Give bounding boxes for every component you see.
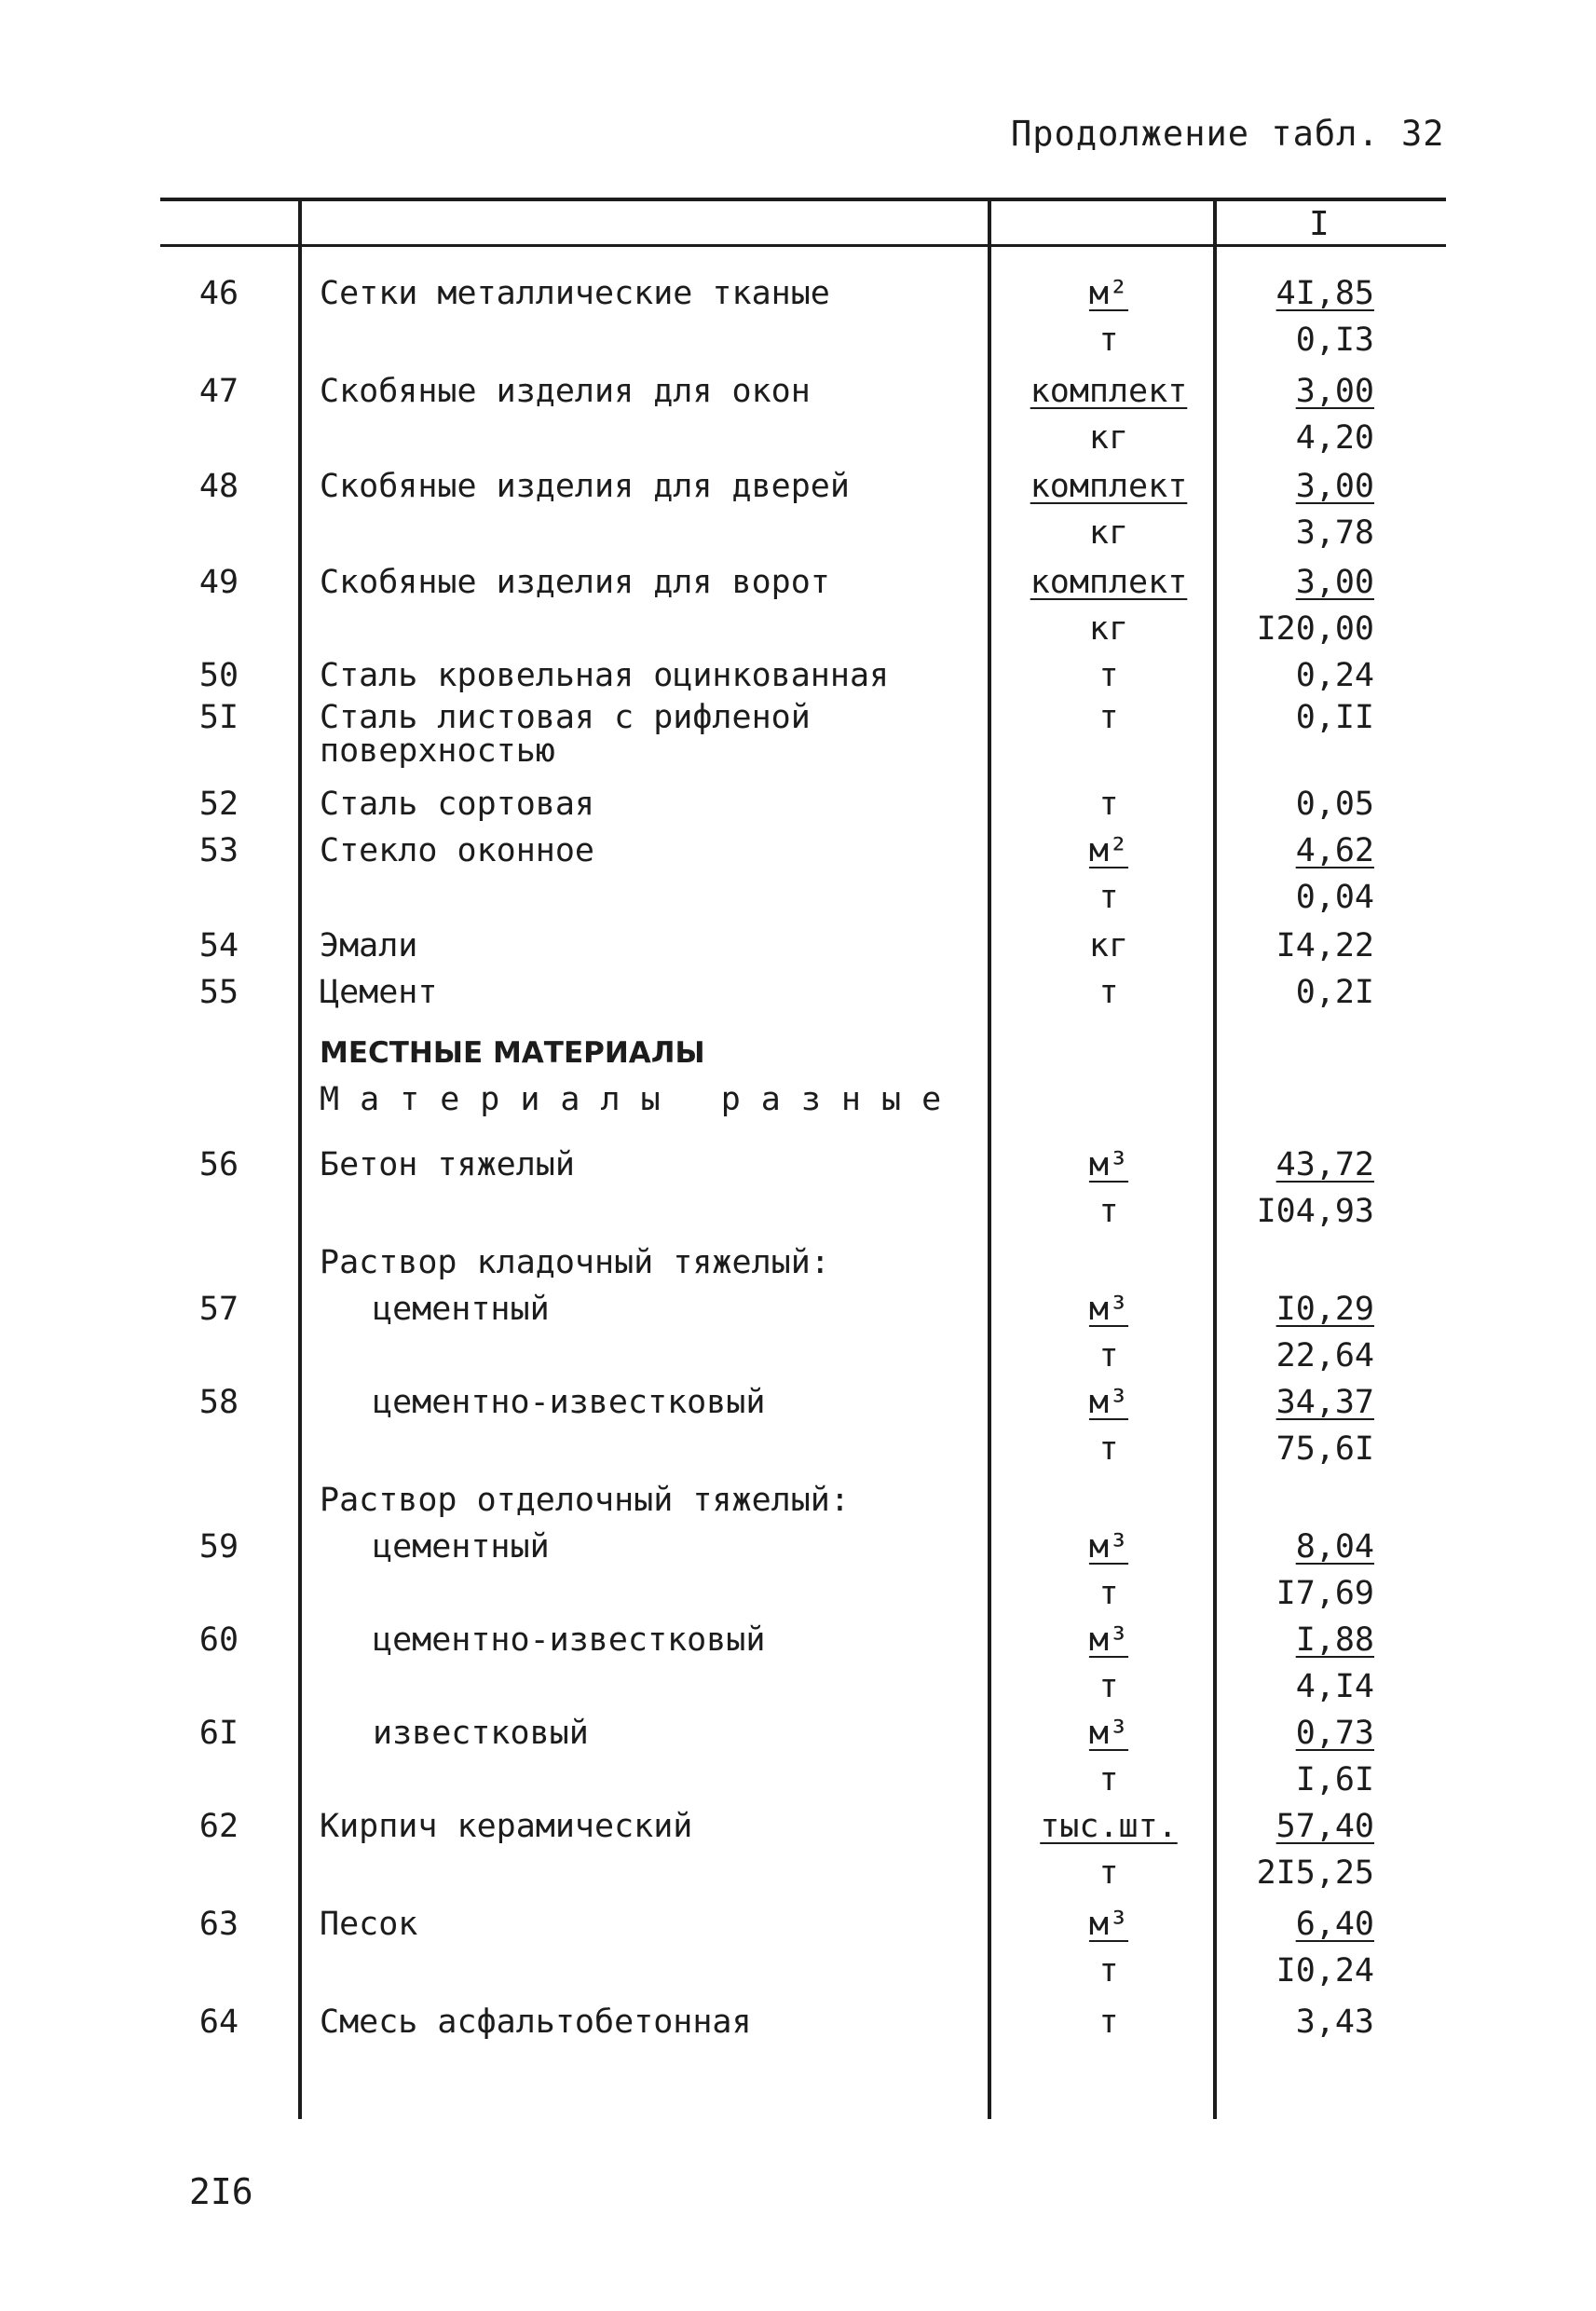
row-number: 56 bbox=[198, 1146, 239, 1183]
table-row bbox=[0, 827, 1596, 874]
quantity-value bbox=[1225, 1286, 1374, 1333]
value-text: 2I5,25 bbox=[1256, 1854, 1374, 1892]
unit-of-measure bbox=[997, 1570, 1221, 1617]
unit-of-measure bbox=[997, 1948, 1221, 1994]
table-row bbox=[0, 1757, 1596, 1803]
row-number: 59 bbox=[198, 1528, 239, 1566]
quantity-value bbox=[1225, 510, 1374, 556]
table-row bbox=[0, 1076, 1596, 1123]
unit-of-measure bbox=[997, 1803, 1221, 1850]
table-row bbox=[0, 415, 1596, 461]
value-text: 0,I3 bbox=[1295, 321, 1374, 359]
table-row bbox=[0, 270, 1596, 317]
material-name: МЕСТНЫЕ МАТЕРИАЛЫ bbox=[320, 1036, 705, 1070]
unit-text: т bbox=[1098, 879, 1119, 916]
value-text: 3,43 bbox=[1295, 2003, 1374, 2041]
value-text: 43,72 bbox=[1275, 1146, 1374, 1183]
unit-text: т bbox=[1098, 2003, 1119, 2041]
unit-of-measure bbox=[997, 1426, 1221, 1472]
material-name: Раствор отделочный тяжелый: bbox=[320, 1482, 850, 1519]
table-row bbox=[0, 1948, 1596, 1994]
material-name: Скобяные изделия для дверей bbox=[320, 468, 850, 505]
table-row bbox=[0, 969, 1596, 1016]
value-text: 0,II bbox=[1295, 699, 1374, 736]
value-text: I,6I bbox=[1295, 1761, 1374, 1798]
table-row bbox=[0, 874, 1596, 921]
quantity-value bbox=[1225, 874, 1374, 921]
material-name: Сталь листовая с рифленой поверхностью bbox=[320, 699, 811, 770]
value-text: 0,04 bbox=[1295, 879, 1374, 916]
table-row bbox=[0, 1803, 1596, 1850]
unit-of-measure bbox=[997, 1850, 1221, 1896]
quantity-value bbox=[1225, 1999, 1374, 2045]
row-number: 48 bbox=[198, 468, 239, 505]
value-text: 4,62 bbox=[1295, 832, 1374, 869]
unit-of-measure bbox=[997, 969, 1221, 1016]
table-row bbox=[0, 463, 1596, 510]
value-text: 0,2I bbox=[1295, 974, 1374, 1011]
table-row bbox=[0, 1188, 1596, 1235]
material-name: известковый bbox=[373, 1715, 589, 1752]
table-continuation-note: Продолжение табл. 32 bbox=[1011, 114, 1445, 154]
row-number: 62 bbox=[198, 1808, 239, 1845]
table-row bbox=[0, 510, 1596, 556]
material-name: цементный bbox=[373, 1528, 550, 1566]
material-name: Смесь асфальтобетонная bbox=[320, 2003, 752, 2041]
quantity-value bbox=[1225, 1426, 1374, 1472]
unit-of-measure bbox=[997, 1142, 1221, 1188]
unit-of-measure bbox=[997, 781, 1221, 827]
unit-text: комплект bbox=[1030, 373, 1188, 410]
row-number: 63 bbox=[198, 1906, 239, 1943]
table-row bbox=[0, 923, 1596, 969]
quantity-value bbox=[1225, 270, 1374, 317]
page-number: 2I6 bbox=[189, 2171, 253, 2212]
material-name: Цемент bbox=[320, 974, 438, 1011]
unit-of-measure bbox=[997, 463, 1221, 510]
unit-of-measure bbox=[997, 1999, 1221, 2045]
unit-text: т bbox=[1098, 974, 1119, 1011]
unit-of-measure bbox=[997, 652, 1221, 699]
row-number: 5I bbox=[198, 699, 239, 736]
row-number: 58 bbox=[198, 1384, 239, 1421]
value-text: I7,69 bbox=[1275, 1575, 1374, 1612]
row-number: 52 bbox=[198, 786, 239, 823]
material-name: Сталь кровельная оцинкованная bbox=[320, 657, 890, 694]
quantity-value bbox=[1225, 368, 1374, 415]
value-text: 57,40 bbox=[1275, 1808, 1374, 1845]
quantity-value bbox=[1225, 559, 1374, 606]
unit-text: м³ bbox=[1088, 1146, 1129, 1183]
quantity-value bbox=[1225, 1948, 1374, 1994]
row-number: 54 bbox=[198, 927, 239, 964]
quantity-value bbox=[1225, 1379, 1374, 1426]
material-name: Скобяные изделия для ворот bbox=[320, 564, 830, 601]
unit-text: т bbox=[1098, 1193, 1119, 1230]
value-text: 4I,85 bbox=[1275, 275, 1374, 312]
material-name: Скобяные изделия для окон bbox=[320, 373, 811, 410]
table-row bbox=[0, 1901, 1596, 1948]
table-row bbox=[0, 1663, 1596, 1710]
quantity-value bbox=[1225, 1850, 1374, 1896]
unit-text: м² bbox=[1088, 832, 1129, 869]
unit-text: т bbox=[1098, 699, 1119, 736]
unit-of-measure bbox=[997, 1286, 1221, 1333]
quantity-value bbox=[1225, 827, 1374, 874]
quantity-value bbox=[1225, 969, 1374, 1016]
value-text: I,88 bbox=[1295, 1621, 1374, 1659]
row-number: 60 bbox=[198, 1621, 239, 1659]
unit-of-measure bbox=[997, 701, 1221, 734]
material-name: Бетон тяжелый bbox=[320, 1146, 575, 1183]
unit-text: т bbox=[1098, 321, 1119, 359]
quantity-value bbox=[1225, 1617, 1374, 1663]
unit-text: т bbox=[1098, 1430, 1119, 1468]
value-text: 75,6I bbox=[1275, 1430, 1374, 1468]
quantity-value bbox=[1225, 1803, 1374, 1850]
value-text: 4,I4 bbox=[1295, 1668, 1374, 1705]
row-number: 64 bbox=[198, 2003, 239, 2041]
quantity-value bbox=[1225, 463, 1374, 510]
table-row bbox=[0, 1570, 1596, 1617]
table-row bbox=[0, 701, 1596, 775]
row-number: 47 bbox=[198, 373, 239, 410]
unit-text: м³ bbox=[1088, 1528, 1129, 1566]
unit-of-measure bbox=[997, 1333, 1221, 1379]
unit-text: т bbox=[1098, 1952, 1119, 1990]
unit-text: т bbox=[1098, 786, 1119, 823]
value-text: I4,22 bbox=[1275, 927, 1374, 964]
table-row bbox=[0, 1477, 1596, 1524]
value-text: I0,24 bbox=[1275, 1952, 1374, 1990]
unit-text: комплект bbox=[1030, 468, 1188, 505]
table-header-rule bbox=[160, 244, 1446, 247]
quantity-value bbox=[1225, 1663, 1374, 1710]
row-number: 53 bbox=[198, 832, 239, 869]
table-row bbox=[0, 1142, 1596, 1188]
quantity-value bbox=[1225, 1524, 1374, 1570]
table-row bbox=[0, 1239, 1596, 1286]
table-row bbox=[0, 781, 1596, 827]
table-row bbox=[0, 317, 1596, 363]
unit-of-measure bbox=[997, 510, 1221, 556]
unit-of-measure bbox=[997, 1188, 1221, 1235]
row-number: 50 bbox=[198, 657, 239, 694]
table-row bbox=[0, 1999, 1596, 2045]
unit-of-measure bbox=[997, 827, 1221, 874]
quantity-value bbox=[1225, 652, 1374, 699]
quantity-value bbox=[1225, 606, 1374, 652]
unit-text: кг bbox=[1088, 419, 1129, 457]
material-name: Раствор кладочный тяжелый: bbox=[320, 1244, 830, 1281]
table-row bbox=[0, 1617, 1596, 1663]
unit-text: кг bbox=[1088, 927, 1129, 964]
quantity-value bbox=[1225, 1188, 1374, 1235]
table-row bbox=[0, 559, 1596, 606]
value-text: 6,40 bbox=[1295, 1906, 1374, 1943]
table-row bbox=[0, 1524, 1596, 1570]
value-text: 22,64 bbox=[1275, 1337, 1374, 1374]
table-row bbox=[0, 1030, 1596, 1076]
material-name: Материалы разные bbox=[320, 1081, 962, 1118]
material-name: Кирпич керамический bbox=[320, 1808, 693, 1845]
unit-text: комплект bbox=[1030, 564, 1188, 601]
material-name: Песок bbox=[320, 1906, 418, 1943]
table-row bbox=[0, 368, 1596, 415]
table-row bbox=[0, 1710, 1596, 1757]
table-row bbox=[0, 1850, 1596, 1896]
quantity-value bbox=[1225, 1757, 1374, 1803]
material-name: цементно-известковый bbox=[373, 1621, 766, 1659]
unit-text: т bbox=[1098, 1337, 1119, 1374]
quantity-value bbox=[1225, 1333, 1374, 1379]
value-text: 34,37 bbox=[1275, 1384, 1374, 1421]
unit-of-measure bbox=[997, 1663, 1221, 1710]
unit-text: кг bbox=[1088, 610, 1129, 648]
material-name: Эмали bbox=[320, 927, 418, 964]
unit-text: т bbox=[1098, 1761, 1119, 1798]
quantity-value bbox=[1225, 1142, 1374, 1188]
table-row bbox=[0, 652, 1596, 699]
quantity-value bbox=[1225, 701, 1374, 734]
unit-of-measure bbox=[997, 1617, 1221, 1663]
quantity-value bbox=[1225, 1570, 1374, 1617]
unit-text: м³ bbox=[1088, 1384, 1129, 1421]
unit-text: кг bbox=[1088, 514, 1129, 552]
value-text: 0,24 bbox=[1295, 657, 1374, 694]
unit-text: м³ bbox=[1088, 1715, 1129, 1752]
value-text: I20,00 bbox=[1256, 610, 1374, 648]
value-text: 0,73 bbox=[1295, 1715, 1374, 1752]
unit-text: т bbox=[1098, 1575, 1119, 1612]
unit-of-measure bbox=[997, 1379, 1221, 1426]
unit-text: м² bbox=[1088, 275, 1129, 312]
value-text: 0,05 bbox=[1295, 786, 1374, 823]
row-number: 55 bbox=[198, 974, 239, 1011]
table-row bbox=[0, 1286, 1596, 1333]
value-text: 8,04 bbox=[1295, 1528, 1374, 1566]
unit-text: т bbox=[1098, 657, 1119, 694]
material-name: Сталь сортовая bbox=[320, 786, 595, 823]
value-text: I0,29 bbox=[1275, 1291, 1374, 1328]
value-text: 3,00 bbox=[1295, 373, 1374, 410]
material-name: Сетки металлические тканые bbox=[320, 275, 830, 312]
unit-of-measure bbox=[997, 368, 1221, 415]
unit-of-measure bbox=[997, 1757, 1221, 1803]
table-row bbox=[0, 606, 1596, 652]
table-row bbox=[0, 1333, 1596, 1379]
column-header-1: I bbox=[1309, 205, 1330, 243]
table-row bbox=[0, 1426, 1596, 1472]
unit-text: м³ bbox=[1088, 1621, 1129, 1659]
quantity-value bbox=[1225, 923, 1374, 969]
row-number: 57 bbox=[198, 1291, 239, 1328]
value-text: 3,78 bbox=[1295, 514, 1374, 552]
material-name: цементный bbox=[373, 1291, 550, 1328]
unit-of-measure bbox=[997, 923, 1221, 969]
quantity-value bbox=[1225, 1710, 1374, 1757]
unit-text: тыс.шт. bbox=[1040, 1808, 1178, 1845]
unit-of-measure bbox=[997, 1710, 1221, 1757]
unit-text: т bbox=[1098, 1668, 1119, 1705]
table-top-rule bbox=[160, 198, 1446, 201]
value-text: I04,93 bbox=[1256, 1193, 1374, 1230]
unit-of-measure bbox=[997, 1901, 1221, 1948]
row-number: 46 bbox=[198, 275, 239, 312]
quantity-value bbox=[1225, 317, 1374, 363]
unit-of-measure bbox=[997, 606, 1221, 652]
unit-of-measure bbox=[997, 317, 1221, 363]
material-name: Стекло оконное bbox=[320, 832, 595, 869]
unit-text: т bbox=[1098, 1854, 1119, 1892]
quantity-value bbox=[1225, 781, 1374, 827]
unit-text: м³ bbox=[1088, 1906, 1129, 1943]
unit-of-measure bbox=[997, 270, 1221, 317]
unit-text: м³ bbox=[1088, 1291, 1129, 1328]
value-text: 4,20 bbox=[1295, 419, 1374, 457]
value-text: 3,00 bbox=[1295, 564, 1374, 601]
row-number: 49 bbox=[198, 564, 239, 601]
material-name: цементно-известковый bbox=[373, 1384, 766, 1421]
table-row bbox=[0, 1379, 1596, 1426]
value-text: 3,00 bbox=[1295, 468, 1374, 505]
unit-of-measure bbox=[997, 415, 1221, 461]
row-number: 6I bbox=[198, 1715, 239, 1752]
unit-of-measure bbox=[997, 1524, 1221, 1570]
quantity-value bbox=[1225, 415, 1374, 461]
quantity-value bbox=[1225, 1901, 1374, 1948]
unit-of-measure bbox=[997, 874, 1221, 921]
unit-of-measure bbox=[997, 559, 1221, 606]
